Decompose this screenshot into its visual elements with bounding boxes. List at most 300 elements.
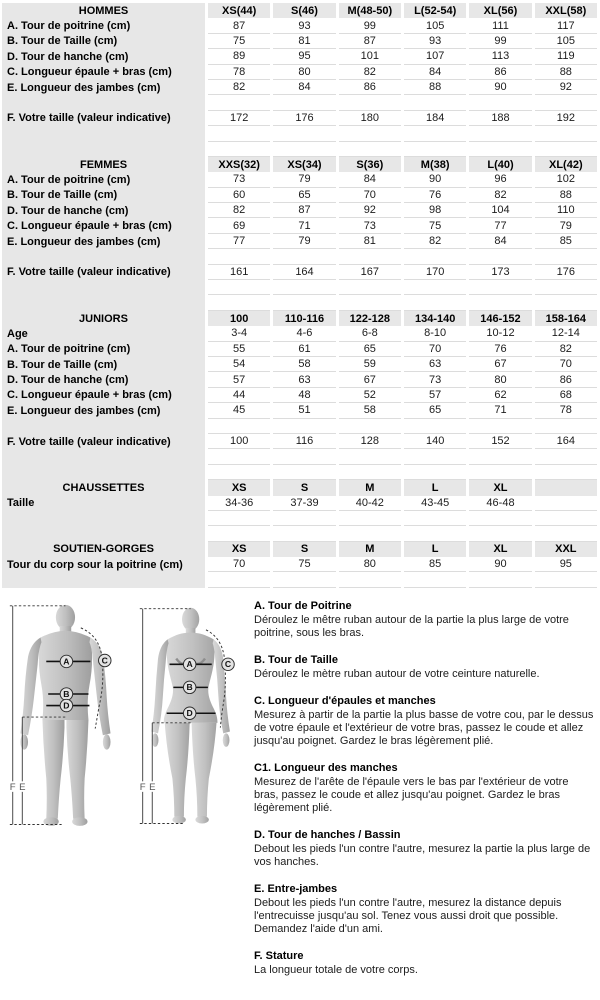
cell-value: 58	[273, 357, 335, 372]
cell-value: 57	[208, 372, 270, 387]
diagram-label-e: E	[19, 781, 26, 793]
cell-value	[404, 295, 466, 310]
spacer-label	[2, 95, 205, 110]
instruction-section	[254, 761, 594, 815]
cell-value	[273, 142, 335, 157]
cell-value	[404, 142, 466, 157]
diagram-label-f: F	[139, 781, 146, 793]
cell-value: 82	[208, 80, 270, 95]
cell-value: 84	[339, 172, 401, 187]
row-label: E. Longueur des jambes (cm)	[2, 80, 205, 95]
column-header: XL	[469, 542, 531, 557]
cell-value: 40-42	[339, 496, 401, 511]
row-label: C. Longueur épaule + bras (cm)	[2, 218, 205, 233]
column-header: XL(56)	[469, 3, 531, 18]
cell-value	[339, 449, 401, 464]
cell-value	[535, 126, 597, 141]
male-silhouette	[20, 605, 110, 826]
cell-value	[535, 465, 597, 480]
cell-value	[404, 449, 466, 464]
cell-value	[535, 511, 597, 526]
cell-value: 81	[273, 34, 335, 49]
section-title: CHAUSSETTES	[2, 480, 205, 495]
cell-value	[208, 95, 270, 110]
cell-value: 76	[469, 342, 531, 357]
cell-value	[339, 295, 401, 310]
column-header: S(46)	[273, 3, 335, 18]
cell-value: 57	[404, 388, 466, 403]
instruction-heading: B. Tour de Taille	[254, 654, 338, 666]
cell-value: 65	[339, 342, 401, 357]
cell-value: 61	[273, 342, 335, 357]
row-label: C. Longueur épaule + bras (cm)	[2, 388, 205, 403]
column-header: XL	[469, 480, 531, 495]
cell-value	[208, 572, 270, 587]
cell-value: 67	[469, 357, 531, 372]
cell-value: 84	[469, 234, 531, 249]
cell-value: 161	[208, 265, 270, 280]
instruction-heading: C. Longueur d'épaules et manches	[254, 695, 436, 707]
cell-value	[208, 142, 270, 157]
row-label: A. Tour de poitrine (cm)	[2, 172, 205, 187]
column-header: 146-152	[469, 311, 531, 326]
diagram-label-d: D	[186, 708, 193, 719]
cell-value	[273, 249, 335, 264]
cell-value: 87	[273, 203, 335, 218]
cell-value: 70	[404, 342, 466, 357]
instructions-column	[254, 599, 594, 990]
cell-value: 84	[404, 65, 466, 80]
cell-value: 79	[535, 218, 597, 233]
cell-value	[404, 126, 466, 141]
cell-value	[339, 95, 401, 110]
cell-value: 180	[339, 111, 401, 126]
row-label: D. Tour de hanche (cm)	[2, 49, 205, 64]
cell-value: 85	[404, 557, 466, 572]
row-label: D. Tour de hanche (cm)	[2, 203, 205, 218]
cell-value	[208, 465, 270, 480]
cell-value: 71	[273, 218, 335, 233]
cell-value	[535, 142, 597, 157]
cell-value: 88	[535, 188, 597, 203]
cell-value: 86	[535, 372, 597, 387]
spacer-label	[2, 126, 205, 141]
cell-value: 75	[208, 34, 270, 49]
cell-value: 85	[535, 234, 597, 249]
diagram-label-b: B	[63, 688, 70, 699]
column-header	[535, 480, 597, 495]
cell-value	[208, 419, 270, 434]
spacer-label	[2, 465, 205, 480]
section-title: SOUTIEN-GORGES	[2, 542, 205, 557]
cell-value	[273, 295, 335, 310]
cell-value: 10-12	[469, 326, 531, 341]
cell-value: 90	[404, 172, 466, 187]
cell-value	[339, 465, 401, 480]
cell-value	[339, 126, 401, 141]
cell-value: 84	[273, 80, 335, 95]
cell-value	[469, 95, 531, 110]
diagram-label-a: A	[63, 656, 70, 667]
instruction-section	[254, 882, 594, 936]
spacer-label	[2, 295, 205, 310]
spacer-label	[2, 280, 205, 295]
cell-value	[535, 95, 597, 110]
row-label: F. Votre taille (valeur indicative)	[2, 434, 205, 449]
diagram-label-f: F	[9, 781, 16, 793]
diagram-label-b: B	[186, 682, 193, 693]
cell-value: 48	[273, 388, 335, 403]
cell-value: 86	[469, 65, 531, 80]
row-label: F. Votre taille (valeur indicative)	[2, 265, 205, 280]
cell-value: 128	[339, 434, 401, 449]
cell-value: 46-48	[469, 496, 531, 511]
cell-value: 140	[404, 434, 466, 449]
instruction-heading: D. Tour de hanches / Bassin	[254, 829, 401, 841]
cell-value: 3-4	[208, 326, 270, 341]
cell-value: 79	[273, 172, 335, 187]
spacer-label	[2, 249, 205, 264]
cell-value: 87	[339, 34, 401, 49]
cell-value: 164	[535, 434, 597, 449]
cell-value	[339, 572, 401, 587]
instruction-section	[254, 694, 594, 748]
column-header: S(36)	[339, 157, 401, 172]
spacer-label	[2, 572, 205, 587]
cell-value: 80	[273, 65, 335, 80]
cell-value: 88	[404, 80, 466, 95]
cell-value: 100	[208, 434, 270, 449]
cell-value: 99	[339, 18, 401, 33]
cell-value	[273, 449, 335, 464]
cell-value: 116	[273, 434, 335, 449]
cell-value	[208, 280, 270, 295]
cell-value: 95	[273, 49, 335, 64]
column-header: XXL(58)	[535, 3, 597, 18]
cell-value: 82	[469, 188, 531, 203]
cell-value: 89	[208, 49, 270, 64]
cell-value: 164	[273, 265, 335, 280]
cell-value: 101	[339, 49, 401, 64]
cell-value: 82	[404, 234, 466, 249]
cell-value	[339, 526, 401, 541]
cell-value: 92	[535, 80, 597, 95]
cell-value: 51	[273, 403, 335, 418]
column-header: XXL	[535, 542, 597, 557]
section-title: HOMMES	[2, 3, 205, 18]
column-header: M	[339, 480, 401, 495]
cell-value: 70	[208, 557, 270, 572]
cell-value	[469, 295, 531, 310]
cell-value: 111	[469, 18, 531, 33]
cell-value: 44	[208, 388, 270, 403]
column-header: L	[404, 480, 466, 495]
row-label: Taille	[2, 496, 205, 511]
cell-value: 81	[339, 234, 401, 249]
cell-value	[535, 295, 597, 310]
cell-value: 176	[273, 111, 335, 126]
cell-value: 88	[535, 65, 597, 80]
cell-value	[273, 126, 335, 141]
cell-value: 70	[535, 357, 597, 372]
cell-value	[208, 526, 270, 541]
cell-value	[469, 465, 531, 480]
cell-value	[535, 572, 597, 587]
cell-value: 58	[339, 403, 401, 418]
cell-value	[404, 95, 466, 110]
cell-value: 95	[535, 557, 597, 572]
cell-value	[469, 419, 531, 434]
cell-value: 67	[339, 372, 401, 387]
cell-value	[273, 511, 335, 526]
column-header: L(40)	[469, 157, 531, 172]
cell-value: 43-45	[404, 496, 466, 511]
cell-value: 90	[469, 80, 531, 95]
cell-value	[535, 249, 597, 264]
column-header: XS(34)	[273, 157, 335, 172]
cell-value: 73	[404, 372, 466, 387]
cell-value: 107	[404, 49, 466, 64]
instruction-section	[254, 828, 594, 869]
row-label: C. Longueur épaule + bras (cm)	[2, 65, 205, 80]
cell-value: 75	[273, 557, 335, 572]
column-header: XS(44)	[208, 3, 270, 18]
diagram-label-e: E	[149, 781, 156, 793]
cell-value: 37-39	[273, 496, 335, 511]
instruction-body: La longueur totale de votre corps.	[254, 964, 418, 976]
cell-value	[404, 280, 466, 295]
column-header: L(52-54)	[404, 3, 466, 18]
cell-value: 152	[469, 434, 531, 449]
spacer-label	[2, 526, 205, 541]
cell-value: 12-14	[535, 326, 597, 341]
cell-value	[535, 419, 597, 434]
cell-value	[339, 280, 401, 295]
column-header: XL(42)	[535, 157, 597, 172]
cell-value: 176	[535, 265, 597, 280]
female-measurement-diagram	[135, 596, 252, 841]
diagram-label-d: D	[63, 700, 70, 711]
column-header: 100	[208, 311, 270, 326]
column-header: 122-128	[339, 311, 401, 326]
cell-value: 63	[404, 357, 466, 372]
cell-value: 63	[273, 372, 335, 387]
cell-value	[404, 526, 466, 541]
cell-value	[469, 572, 531, 587]
column-header: XS	[208, 542, 270, 557]
cell-value: 71	[469, 403, 531, 418]
cell-value: 77	[208, 234, 270, 249]
spacer-label	[2, 419, 205, 434]
cell-value: 6-8	[339, 326, 401, 341]
cell-value: 34-36	[208, 496, 270, 511]
cell-value: 93	[404, 34, 466, 49]
cell-value: 68	[535, 388, 597, 403]
cell-value: 69	[208, 218, 270, 233]
cell-value: 77	[469, 218, 531, 233]
cell-value: 184	[404, 111, 466, 126]
diagram-label-c: C	[101, 655, 108, 666]
cell-value	[208, 449, 270, 464]
cell-value	[404, 465, 466, 480]
row-label: F. Votre taille (valeur indicative)	[2, 111, 205, 126]
row-label: A. Tour de poitrine (cm)	[2, 18, 205, 33]
instruction-heading: C1. Longueur des manches	[254, 762, 398, 774]
cell-value: 45	[208, 403, 270, 418]
cell-value	[469, 249, 531, 264]
instruction-body: Mesurez de l'arête de l'épaule vers le bas par l'extérieur de votre bras, passez le coude et allez jusqu'au poignet. Gardez le bras légèrement plié.	[254, 776, 569, 814]
cell-value	[273, 280, 335, 295]
cell-value	[273, 572, 335, 587]
cell-value: 8-10	[404, 326, 466, 341]
cell-value: 80	[469, 372, 531, 387]
cell-value: 172	[208, 111, 270, 126]
cell-value: 82	[339, 65, 401, 80]
cell-value	[273, 465, 335, 480]
body-diagrams	[0, 596, 252, 990]
cell-value	[208, 511, 270, 526]
instruction-heading: F. Stature	[254, 950, 304, 962]
cell-value	[404, 572, 466, 587]
row-label: B. Tour de Taille (cm)	[2, 188, 205, 203]
row-label: B. Tour de Taille (cm)	[2, 34, 205, 49]
instruction-section	[254, 653, 594, 681]
row-label: E. Longueur des jambes (cm)	[2, 234, 205, 249]
cell-value: 52	[339, 388, 401, 403]
cell-value	[339, 142, 401, 157]
spacer-label	[2, 511, 205, 526]
cell-value: 92	[339, 203, 401, 218]
cell-value: 99	[469, 34, 531, 49]
cell-value	[535, 280, 597, 295]
cell-value: 119	[535, 49, 597, 64]
cell-value	[404, 249, 466, 264]
cell-value: 76	[404, 188, 466, 203]
cell-value	[469, 526, 531, 541]
cell-value: 102	[535, 172, 597, 187]
cell-value: 113	[469, 49, 531, 64]
cell-value: 73	[208, 172, 270, 187]
cell-value	[469, 126, 531, 141]
cell-value: 73	[339, 218, 401, 233]
cell-value: 4-6	[273, 326, 335, 341]
cell-value	[273, 95, 335, 110]
cell-value: 82	[208, 203, 270, 218]
cell-value	[535, 496, 597, 511]
section-title: JUNIORS	[2, 311, 205, 326]
cell-value: 78	[535, 403, 597, 418]
row-label: Tour du corp sour la poitrine (cm)	[2, 557, 205, 572]
row-label: Age	[2, 326, 205, 341]
column-header: 110-116	[273, 311, 335, 326]
column-header: L	[404, 542, 466, 557]
cell-value	[208, 295, 270, 310]
cell-value	[339, 419, 401, 434]
cell-value: 59	[339, 357, 401, 372]
cell-value: 105	[404, 18, 466, 33]
cell-value	[404, 511, 466, 526]
cell-value: 75	[404, 218, 466, 233]
cell-value	[469, 280, 531, 295]
cell-value: 82	[535, 342, 597, 357]
spacer-label	[2, 449, 205, 464]
column-header: 158-164	[535, 311, 597, 326]
cell-value	[273, 526, 335, 541]
column-header: XXS(32)	[208, 157, 270, 172]
male-measurement-diagram	[6, 596, 123, 841]
cell-value	[404, 419, 466, 434]
cell-value	[273, 419, 335, 434]
cell-value: 93	[273, 18, 335, 33]
cell-value: 55	[208, 342, 270, 357]
cell-value	[535, 449, 597, 464]
cell-value: 79	[273, 234, 335, 249]
cell-value: 98	[404, 203, 466, 218]
instruction-body: Déroulez le mêtre ruban autour de la partie la plus large de votre poitrine, sous les bras.	[254, 614, 569, 639]
row-label: A. Tour de poitrine (cm)	[2, 342, 205, 357]
cell-value	[208, 249, 270, 264]
cell-value: 188	[469, 111, 531, 126]
spacer-label	[2, 142, 205, 157]
row-label: B. Tour de Taille (cm)	[2, 357, 205, 372]
cell-value: 117	[535, 18, 597, 33]
cell-value: 62	[469, 388, 531, 403]
column-header: M(38)	[404, 157, 466, 172]
cell-value	[339, 249, 401, 264]
cell-value: 60	[208, 188, 270, 203]
cell-value: 78	[208, 65, 270, 80]
column-header: 134-140	[404, 311, 466, 326]
cell-value: 192	[535, 111, 597, 126]
column-header: S	[273, 480, 335, 495]
cell-value: 173	[469, 265, 531, 280]
column-header: XS	[208, 480, 270, 495]
cell-value: 170	[404, 265, 466, 280]
cell-value: 167	[339, 265, 401, 280]
size-chart-table	[2, 3, 597, 588]
instruction-body: Mesurez à partir de la partie la plus basse de votre cou, par le dessus de votre épaule et l'extérieur de votre bras, passez le coude et allez jusqu'au poignet. Gardez le bras légèrement plié.	[254, 709, 594, 747]
column-header: S	[273, 542, 335, 557]
cell-value	[469, 142, 531, 157]
cell-value: 70	[339, 188, 401, 203]
cell-value: 54	[208, 357, 270, 372]
cell-value	[339, 511, 401, 526]
cell-value: 87	[208, 18, 270, 33]
instruction-section	[254, 949, 594, 977]
instruction-body: Déroulez le mètre ruban autour de votre ceinture naturelle.	[254, 668, 540, 680]
instruction-body: Debout les pieds l'un contre l'autre, mesurez la distance depuis l'entrecuisse jusqu'au sol. Tenez vous aussi droit que possible. Demandez l'aide d'un ami.	[254, 897, 562, 935]
instruction-heading: A. Tour de Poitrine	[254, 600, 352, 612]
cell-value: 96	[469, 172, 531, 187]
cell-value	[535, 526, 597, 541]
cell-value: 65	[273, 188, 335, 203]
cell-value: 110	[535, 203, 597, 218]
cell-value: 65	[404, 403, 466, 418]
instruction-body: Debout les pieds l'un contre l'autre, mesurez la partie la plus large de vos hanches.	[254, 843, 591, 868]
column-header: M	[339, 542, 401, 557]
instruction-heading: E. Entre-jambes	[254, 883, 338, 895]
cell-value: 80	[339, 557, 401, 572]
cell-value	[469, 449, 531, 464]
cell-value: 105	[535, 34, 597, 49]
cell-value: 90	[469, 557, 531, 572]
column-header: M(48-50)	[339, 3, 401, 18]
row-label: E. Longueur des jambes (cm)	[2, 403, 205, 418]
instruction-section	[254, 599, 594, 640]
cell-value: 104	[469, 203, 531, 218]
diagram-label-c: C	[224, 659, 232, 670]
measurement-instructions-area	[0, 596, 600, 990]
